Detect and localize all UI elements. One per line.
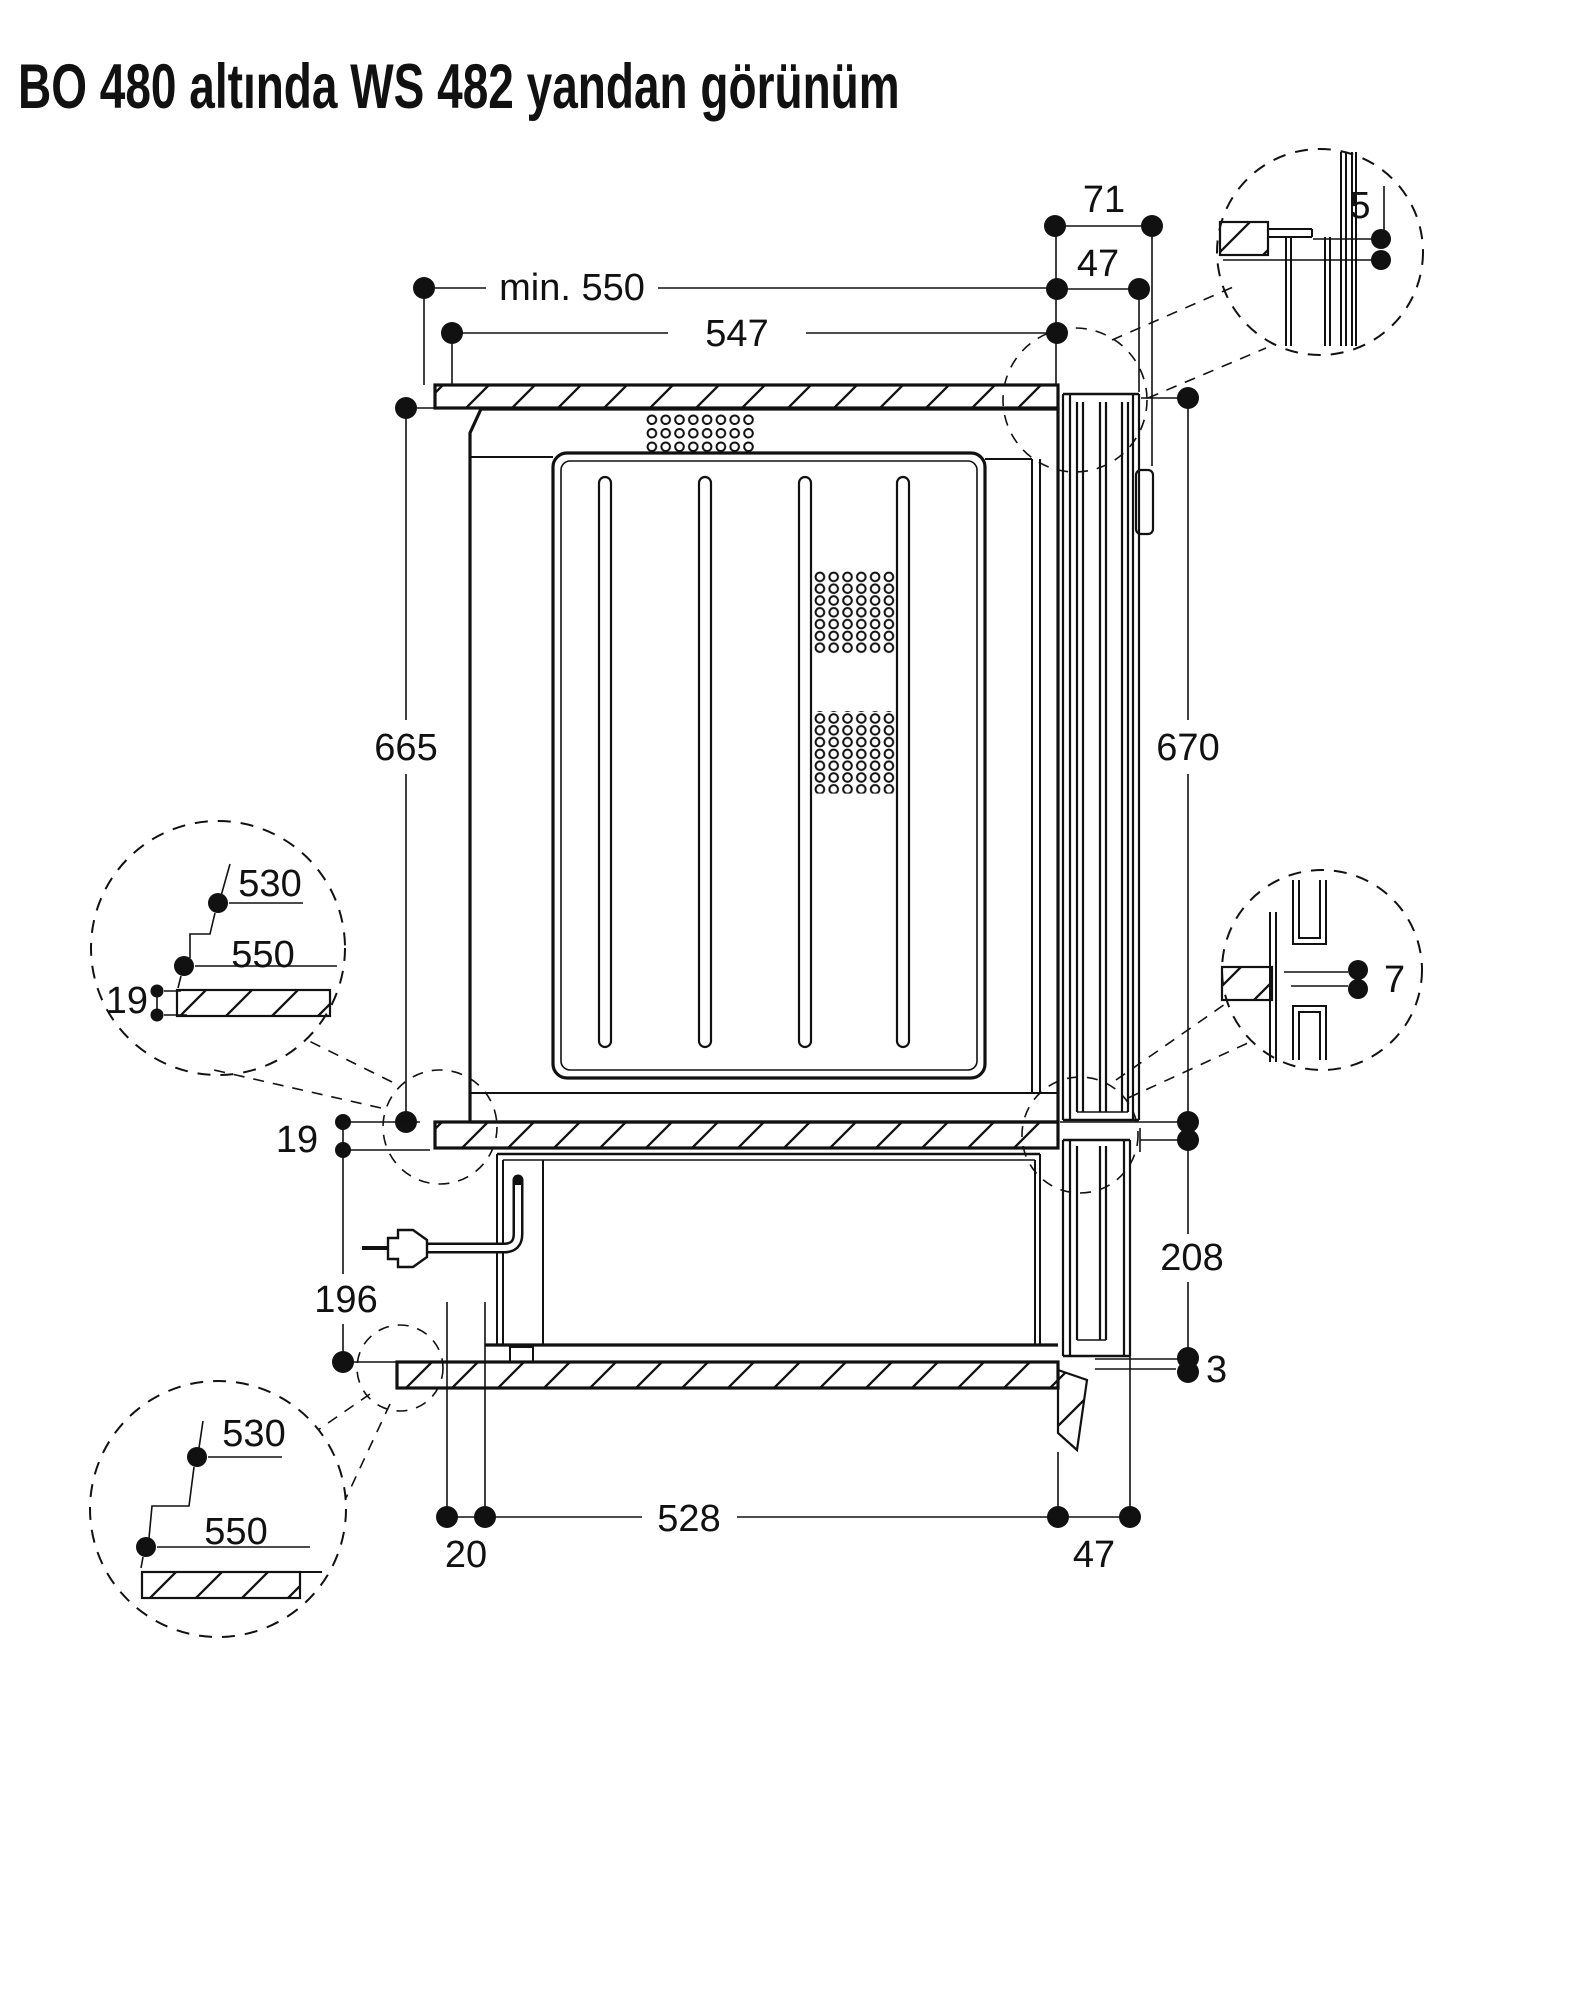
rail-slot: [599, 477, 611, 1047]
drawer-foot: [510, 1347, 533, 1362]
page-title: BO 480 altında WS 482 yandan görünüm: [18, 52, 900, 122]
dim-label-547: 547: [705, 313, 769, 355]
dim-label-7: 7: [1384, 959, 1406, 1001]
detail-left-label-19: 19: [105, 980, 148, 1022]
rail-slot: [897, 477, 909, 1047]
ventilation-perforations: [645, 413, 896, 794]
oven-door: [1063, 394, 1153, 1120]
dim-label-665: 665: [374, 727, 438, 769]
dim-label-5: 5: [1349, 185, 1371, 227]
oven-body: [470, 409, 1058, 1122]
dim-label-3: 3: [1206, 1349, 1228, 1391]
detail-left-label-550: 550: [231, 934, 295, 976]
dim-label-196: 196: [314, 1279, 378, 1321]
detail-left-label-530: 530: [238, 863, 302, 905]
rail-slot: [799, 477, 811, 1047]
rail-slot: [699, 477, 711, 1047]
drawer-front: [1063, 1140, 1130, 1356]
dim-label-min-550: min. 550: [499, 267, 645, 309]
dim-7: [1284, 960, 1368, 999]
worktop: [435, 385, 1058, 408]
detail-bottom-label-550: 550: [204, 1511, 268, 1553]
dim-label-670: 670: [1156, 727, 1220, 769]
dim-3: [1095, 1347, 1199, 1383]
dim-label-528: 528: [657, 1498, 721, 1540]
dim-label-20: 20: [444, 1534, 488, 1576]
dim-label-71: 71: [1082, 179, 1126, 221]
dim-label-47-top: 47: [1076, 243, 1120, 285]
warming-drawer: [485, 1140, 1130, 1450]
dim-label-208: 208: [1160, 1237, 1224, 1279]
detail-circle-mid-left: [91, 821, 345, 1075]
intermediate-shelf: [435, 1122, 1058, 1148]
plinth-trim: [1058, 1370, 1087, 1450]
detail-bottom-label-530: 530: [222, 1413, 286, 1455]
detail-circle-top-right: [1217, 149, 1423, 355]
oven-cavity: [553, 453, 985, 1078]
detail-circle-bottom-left: [90, 1381, 346, 1637]
bottom-shelf: [397, 1362, 1058, 1388]
dim-label-19-shelf: 19: [275, 1119, 319, 1161]
power-plug: [362, 1230, 427, 1267]
dim-label-47-bottom: 47: [1072, 1534, 1116, 1576]
dim-196: [332, 1150, 397, 1373]
